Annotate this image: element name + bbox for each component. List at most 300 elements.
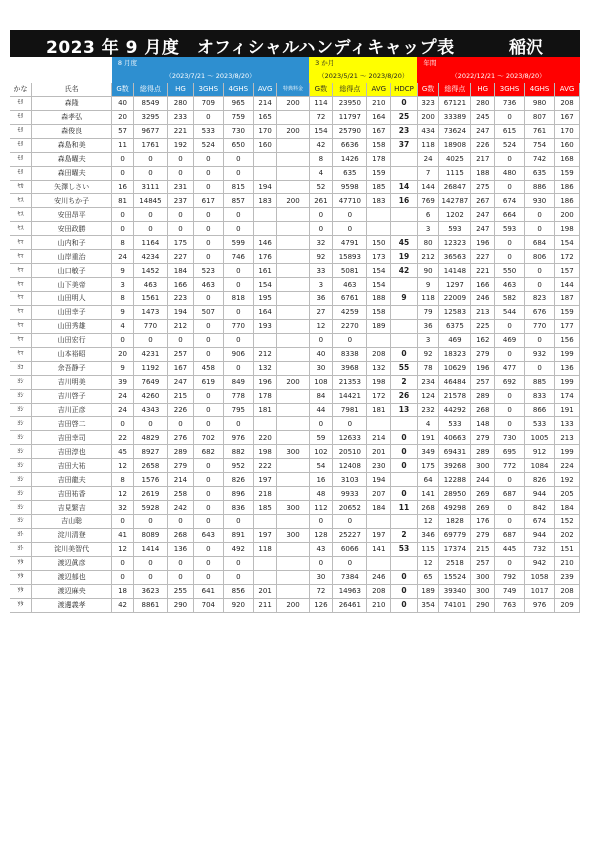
cell-y-hg: 245 — [471, 110, 495, 124]
cell-q-games: 40 — [309, 347, 333, 361]
column-header-row — [10, 83, 580, 97]
cell-m-4ghs: 849 — [223, 375, 253, 389]
cell-m-avg: 201 — [253, 584, 277, 598]
cell-q-games: 0 — [309, 208, 333, 222]
cell-name: 渡辺眞彦 — [31, 556, 111, 570]
cell-m-4ghs: 0 — [223, 556, 253, 570]
cell-m-4ghs: 778 — [223, 389, 253, 403]
cell-y-total: 1828 — [439, 515, 471, 529]
cell-y-games: 189 — [417, 584, 438, 598]
cell-m-avg — [253, 333, 277, 347]
cell-m-avg: 178 — [253, 389, 277, 403]
cell-m-3ghs: 619 — [193, 375, 223, 389]
cell-m-hg: 221 — [168, 124, 194, 138]
cell-q-games: 72 — [309, 110, 333, 124]
cell-m-games: 57 — [112, 124, 133, 138]
band-annual-range: （2022/12/21 ～ 2023/8/20） — [417, 70, 579, 83]
cell-m-bonus — [277, 110, 309, 124]
cell-y-4ghs: 976 — [525, 598, 555, 612]
cell-m-3ghs: 709 — [193, 96, 223, 110]
cell-y-games: 3 — [417, 222, 438, 236]
cell-q-avg: 159 — [367, 166, 391, 180]
cell-m-bonus: 300 — [277, 501, 309, 515]
cell-y-games: 3 — [417, 333, 438, 347]
cell-m-total: 1414 — [133, 542, 167, 556]
cell-name: 山田明人 — [31, 292, 111, 306]
col-3month-total: 総得点 — [333, 83, 367, 97]
cell-y-avg: 199 — [555, 375, 580, 389]
cell-q-hdcp — [391, 473, 418, 487]
cell-y-total: 6375 — [439, 319, 471, 333]
cell-m-games: 24 — [112, 389, 133, 403]
cell-kana: ﾖｺ — [10, 361, 31, 375]
col-3month-hdcp: HDCP — [391, 83, 418, 97]
cell-m-hg: 0 — [168, 222, 194, 236]
cell-m-3ghs: 0 — [193, 166, 223, 180]
cell-q-total: 2270 — [333, 319, 367, 333]
cell-y-4ghs: 885 — [525, 375, 555, 389]
col-monthly-3ghs: 3GHS — [193, 83, 223, 97]
cell-m-avg: 176 — [253, 250, 277, 264]
cell-m-total: 8549 — [133, 96, 167, 110]
cell-m-4ghs: 0 — [223, 166, 253, 180]
cell-y-avg: 172 — [555, 250, 580, 264]
cell-m-3ghs: 0 — [193, 556, 223, 570]
cell-m-games: 9 — [112, 361, 133, 375]
col-monthly-bonus: 特典料金 — [277, 83, 309, 97]
cell-kana: ﾔﾏ — [10, 319, 31, 333]
cell-y-total: 33389 — [439, 110, 471, 124]
cell-y-hg: 269 — [471, 501, 495, 515]
cell-y-total: 2518 — [439, 556, 471, 570]
cell-q-games: 0 — [309, 515, 333, 529]
cell-q-total: 6066 — [333, 542, 367, 556]
cell-m-total: 8927 — [133, 445, 167, 459]
cell-kana: ﾖｼ — [10, 501, 31, 515]
cell-q-games: 84 — [309, 389, 333, 403]
cell-y-4ghs: 676 — [525, 305, 555, 319]
cell-y-3ghs: 550 — [495, 264, 525, 278]
cell-y-total: 1297 — [439, 278, 471, 292]
cell-q-hdcp — [391, 152, 418, 166]
cell-m-avg: 160 — [253, 138, 277, 152]
col-monthly-4ghs: 4GHS — [223, 83, 253, 97]
cell-q-total: 6761 — [333, 292, 367, 306]
table-row — [10, 208, 580, 222]
cell-y-total: 69779 — [439, 528, 471, 542]
cell-q-hdcp: 42 — [391, 264, 418, 278]
cell-m-hg: 0 — [168, 556, 194, 570]
cell-m-games: 32 — [112, 501, 133, 515]
cell-y-hg: 246 — [471, 292, 495, 306]
cell-y-games: 141 — [417, 487, 438, 501]
cell-name: 山内和子 — [31, 236, 111, 250]
table-row — [10, 403, 580, 417]
cell-q-total: 5081 — [333, 264, 367, 278]
cell-y-games: 346 — [417, 528, 438, 542]
cell-y-avg: 160 — [555, 138, 580, 152]
cell-y-games: 118 — [417, 138, 438, 152]
cell-m-total: 0 — [133, 515, 167, 529]
cell-y-games: 200 — [417, 110, 438, 124]
cell-q-avg: 167 — [367, 124, 391, 138]
cell-m-bonus — [277, 250, 309, 264]
cell-y-4ghs: 635 — [525, 166, 555, 180]
cell-q-avg: 185 — [367, 180, 391, 194]
cell-m-3ghs: 0 — [193, 487, 223, 501]
cell-q-games: 42 — [309, 138, 333, 152]
col-monthly-avg: AVG — [253, 83, 277, 97]
cell-y-avg: 184 — [555, 501, 580, 515]
col-annual-hg: HG — [471, 83, 495, 97]
table-row — [10, 375, 580, 389]
cell-m-3ghs: 458 — [193, 361, 223, 375]
cell-q-games: 27 — [309, 305, 333, 319]
table-row — [10, 556, 580, 570]
cell-kana: ﾓﾘ — [10, 138, 31, 152]
cell-q-total: 7384 — [333, 570, 367, 584]
cell-m-total: 770 — [133, 319, 167, 333]
cell-name: 山田秀雄 — [31, 319, 111, 333]
cell-m-hg: 214 — [168, 473, 194, 487]
cell-m-total: 0 — [133, 417, 167, 431]
cell-y-hg: 279 — [471, 347, 495, 361]
cell-kana: ﾓﾘ — [10, 124, 31, 138]
cell-y-hg: 300 — [471, 570, 495, 584]
cell-q-games: 54 — [309, 459, 333, 473]
cell-kana: ﾖｼ — [10, 375, 31, 389]
cell-y-games: 434 — [417, 124, 438, 138]
cell-y-games: 80 — [417, 236, 438, 250]
cell-y-4ghs: 761 — [525, 124, 555, 138]
cell-q-games: 52 — [309, 180, 333, 194]
cell-m-total: 0 — [133, 166, 167, 180]
cell-q-games: 30 — [309, 570, 333, 584]
cell-y-games: 92 — [417, 347, 438, 361]
cell-m-3ghs: 0 — [193, 152, 223, 166]
table-row — [10, 361, 580, 375]
cell-m-games: 16 — [112, 180, 133, 194]
cell-q-total: 0 — [333, 333, 367, 347]
table-row — [10, 236, 580, 250]
cell-y-4ghs: 942 — [525, 556, 555, 570]
cell-y-4ghs: 0 — [525, 278, 555, 292]
cell-kana: ﾖﾄ — [10, 528, 31, 542]
cell-m-avg: 198 — [253, 445, 277, 459]
cell-m-total: 3111 — [133, 180, 167, 194]
cell-q-avg — [367, 417, 391, 431]
cell-m-total: 1164 — [133, 236, 167, 250]
cell-q-total: 0 — [333, 222, 367, 236]
cell-y-3ghs: 469 — [495, 333, 525, 347]
cell-y-4ghs: 0 — [525, 222, 555, 236]
cell-q-total: 23950 — [333, 96, 367, 110]
cell-m-bonus — [277, 236, 309, 250]
cell-q-games: 12 — [309, 319, 333, 333]
cell-kana: ﾖｼ — [10, 515, 31, 529]
cell-q-avg — [367, 515, 391, 529]
cell-m-bonus — [277, 264, 309, 278]
cell-y-3ghs: 692 — [495, 375, 525, 389]
cell-q-hdcp: 37 — [391, 138, 418, 152]
cell-q-avg: 230 — [367, 459, 391, 473]
cell-m-bonus — [277, 347, 309, 361]
cell-m-hg: 247 — [168, 375, 194, 389]
cell-m-4ghs: 965 — [223, 96, 253, 110]
cell-m-3ghs: 0 — [193, 222, 223, 236]
cell-y-4ghs: 930 — [525, 194, 555, 208]
cell-y-3ghs: 0 — [495, 389, 525, 403]
cell-q-total: 25227 — [333, 528, 367, 542]
cell-m-4ghs: 826 — [223, 473, 253, 487]
cell-y-hg: 280 — [471, 96, 495, 110]
cell-m-3ghs: 0 — [193, 542, 223, 556]
cell-y-4ghs: 1017 — [525, 584, 555, 598]
cell-q-avg: 184 — [367, 501, 391, 515]
cell-m-4ghs: 815 — [223, 180, 253, 194]
cell-y-games: 234 — [417, 375, 438, 389]
cell-m-3ghs: 682 — [193, 445, 223, 459]
cell-y-3ghs: 749 — [495, 584, 525, 598]
cell-q-hdcp: 13 — [391, 403, 418, 417]
cell-y-total: 469 — [439, 333, 471, 347]
cell-q-avg: 164 — [367, 110, 391, 124]
cell-y-3ghs: 730 — [495, 431, 525, 445]
cell-q-games: 33 — [309, 264, 333, 278]
cell-y-total: 15524 — [439, 570, 471, 584]
cell-y-total: 36563 — [439, 250, 471, 264]
cell-m-3ghs: 641 — [193, 584, 223, 598]
cell-m-bonus — [277, 473, 309, 487]
cell-m-hg: 0 — [168, 570, 194, 584]
cell-y-avg: 199 — [555, 445, 580, 459]
cell-y-4ghs: 886 — [525, 180, 555, 194]
cell-q-hdcp: 0 — [391, 487, 418, 501]
cell-q-games: 4 — [309, 166, 333, 180]
cell-y-3ghs: 0 — [495, 515, 525, 529]
cell-m-games: 0 — [112, 570, 133, 584]
cell-m-3ghs: 523 — [193, 264, 223, 278]
cell-y-games: 232 — [417, 403, 438, 417]
col-annual-games: G数 — [417, 83, 438, 97]
cell-m-4ghs: 759 — [223, 110, 253, 124]
cell-y-hg: 225 — [471, 319, 495, 333]
cell-m-3ghs: 0 — [193, 417, 223, 431]
cell-y-avg: 191 — [555, 403, 580, 417]
cell-m-bonus — [277, 319, 309, 333]
cell-q-hdcp — [391, 319, 418, 333]
table-row — [10, 319, 580, 333]
cell-m-hg: 166 — [168, 278, 194, 292]
cell-q-total: 0 — [333, 515, 367, 529]
cell-q-hdcp: 0 — [391, 598, 418, 612]
cell-q-hdcp: 16 — [391, 194, 418, 208]
table-row — [10, 459, 580, 473]
cell-y-avg: 177 — [555, 319, 580, 333]
cell-y-hg: 226 — [471, 138, 495, 152]
cell-m-games: 8 — [112, 473, 133, 487]
col-monthly-games: G数 — [112, 83, 133, 97]
cell-y-avg: 136 — [555, 361, 580, 375]
col-3month-games: G数 — [309, 83, 333, 97]
cell-m-bonus: 200 — [277, 124, 309, 138]
table-row — [10, 110, 580, 124]
cell-q-avg: 194 — [367, 473, 391, 487]
cell-m-avg: 132 — [253, 361, 277, 375]
cell-y-3ghs: 0 — [495, 180, 525, 194]
cell-m-hg: 192 — [168, 138, 194, 152]
cell-q-total: 20652 — [333, 501, 367, 515]
cell-y-3ghs: 0 — [495, 417, 525, 431]
col-annual-total: 総得点 — [439, 83, 471, 97]
cell-kana: ﾜﾀ — [10, 570, 31, 584]
cell-q-games: 0 — [309, 333, 333, 347]
band-annual-label: 年間 — [417, 57, 579, 70]
cell-m-bonus: 200 — [277, 375, 309, 389]
cell-m-hg: 280 — [168, 96, 194, 110]
cell-name: 森隆 — [31, 96, 111, 110]
cell-m-bonus — [277, 361, 309, 375]
cell-m-4ghs: 882 — [223, 445, 253, 459]
cell-m-avg: 193 — [253, 319, 277, 333]
cell-y-3ghs: 772 — [495, 459, 525, 473]
cell-q-games: 92 — [309, 250, 333, 264]
cell-y-hg: 247 — [471, 208, 495, 222]
cell-m-avg: 214 — [253, 96, 277, 110]
cell-m-total: 0 — [133, 333, 167, 347]
cell-m-hg: 276 — [168, 431, 194, 445]
cell-m-3ghs: 0 — [193, 333, 223, 347]
cell-kana: ﾔｽ — [10, 222, 31, 236]
cell-y-games: 12 — [417, 556, 438, 570]
cell-name: 安田政勝 — [31, 222, 111, 236]
cell-name: 渡辺麻央 — [31, 584, 111, 598]
cell-q-total: 9933 — [333, 487, 367, 501]
cell-y-hg: 176 — [471, 515, 495, 529]
table-row — [10, 166, 580, 180]
cell-kana: ﾔﾏ — [10, 250, 31, 264]
cell-m-total: 1561 — [133, 292, 167, 306]
cell-y-hg: 215 — [471, 542, 495, 556]
cell-y-4ghs: 866 — [525, 403, 555, 417]
cell-y-3ghs: 687 — [495, 487, 525, 501]
cell-name: 山田宏行 — [31, 333, 111, 347]
cell-y-avg: 168 — [555, 152, 580, 166]
cell-q-total: 11797 — [333, 110, 367, 124]
cell-m-total: 3295 — [133, 110, 167, 124]
cell-q-games: 128 — [309, 528, 333, 542]
cell-y-4ghs: 533 — [525, 417, 555, 431]
cell-name: 山口敏子 — [31, 264, 111, 278]
cell-m-avg — [253, 152, 277, 166]
cell-m-4ghs: 599 — [223, 236, 253, 250]
cell-y-3ghs: 593 — [495, 222, 525, 236]
cell-q-games: 30 — [309, 361, 333, 375]
cell-q-avg: 207 — [367, 487, 391, 501]
cell-q-avg — [367, 208, 391, 222]
cell-m-total: 1452 — [133, 264, 167, 278]
cell-y-avg: 157 — [555, 264, 580, 278]
cell-m-4ghs: 0 — [223, 305, 253, 319]
cell-y-avg: 186 — [555, 180, 580, 194]
cell-y-total: 26847 — [439, 180, 471, 194]
cell-m-4ghs: 0 — [223, 278, 253, 292]
cell-q-avg: 172 — [367, 389, 391, 403]
cell-m-total: 4231 — [133, 347, 167, 361]
table-row — [10, 250, 580, 264]
cell-m-avg: 181 — [253, 403, 277, 417]
cell-q-games: 0 — [309, 417, 333, 431]
cell-m-avg: 161 — [253, 264, 277, 278]
table-row — [10, 487, 580, 501]
cell-name: 山下美帝 — [31, 278, 111, 292]
cell-q-hdcp: 2 — [391, 528, 418, 542]
cell-m-games: 12 — [112, 542, 133, 556]
cell-y-avg: 152 — [555, 515, 580, 529]
cell-y-games: 191 — [417, 431, 438, 445]
cell-m-4ghs: 795 — [223, 403, 253, 417]
cell-m-bonus — [277, 222, 309, 236]
table-row — [10, 570, 580, 584]
cell-q-avg: 141 — [367, 542, 391, 556]
cell-y-4ghs: 912 — [525, 445, 555, 459]
cell-m-total: 4343 — [133, 403, 167, 417]
cell-m-hg: 215 — [168, 389, 194, 403]
cell-m-avg: 218 — [253, 487, 277, 501]
cell-q-games: 0 — [309, 222, 333, 236]
cell-name: 矢澤しさい — [31, 180, 111, 194]
table-row — [10, 501, 580, 515]
cell-m-4ghs: 0 — [223, 515, 253, 529]
cell-m-4ghs: 650 — [223, 138, 253, 152]
cell-m-avg: 195 — [253, 292, 277, 306]
cell-q-hdcp — [391, 222, 418, 236]
col-monthly-total: 総得点 — [133, 83, 167, 97]
cell-y-avg: 224 — [555, 459, 580, 473]
cell-q-total: 7981 — [333, 403, 367, 417]
cell-m-hg: 233 — [168, 110, 194, 124]
cell-m-3ghs: 0 — [193, 570, 223, 584]
cell-y-total: 533 — [439, 417, 471, 431]
cell-m-avg — [253, 222, 277, 236]
cell-y-total: 1202 — [439, 208, 471, 222]
cell-y-hg: 166 — [471, 278, 495, 292]
cell-m-bonus — [277, 333, 309, 347]
cell-y-3ghs: 0 — [495, 236, 525, 250]
cell-m-bonus — [277, 584, 309, 598]
cell-y-hg: 227 — [471, 250, 495, 264]
cell-y-games: 115 — [417, 542, 438, 556]
cell-y-games: 175 — [417, 459, 438, 473]
cell-m-4ghs: 896 — [223, 487, 253, 501]
cell-y-games: 7 — [417, 166, 438, 180]
cell-q-avg: 158 — [367, 305, 391, 319]
cell-q-hdcp — [391, 417, 418, 431]
cell-y-games: 144 — [417, 180, 438, 194]
cell-y-games: 354 — [417, 598, 438, 612]
cell-m-3ghs: 0 — [193, 250, 223, 264]
cell-m-4ghs: 891 — [223, 528, 253, 542]
cell-y-3ghs: 687 — [495, 528, 525, 542]
cell-y-avg: 154 — [555, 236, 580, 250]
cell-y-3ghs: 524 — [495, 138, 525, 152]
cell-m-hg: 184 — [168, 264, 194, 278]
cell-kana: ﾖｼ — [10, 459, 31, 473]
cell-m-total: 4829 — [133, 431, 167, 445]
cell-m-3ghs: 524 — [193, 138, 223, 152]
cell-m-total: 2658 — [133, 459, 167, 473]
cell-q-total: 20510 — [333, 445, 367, 459]
